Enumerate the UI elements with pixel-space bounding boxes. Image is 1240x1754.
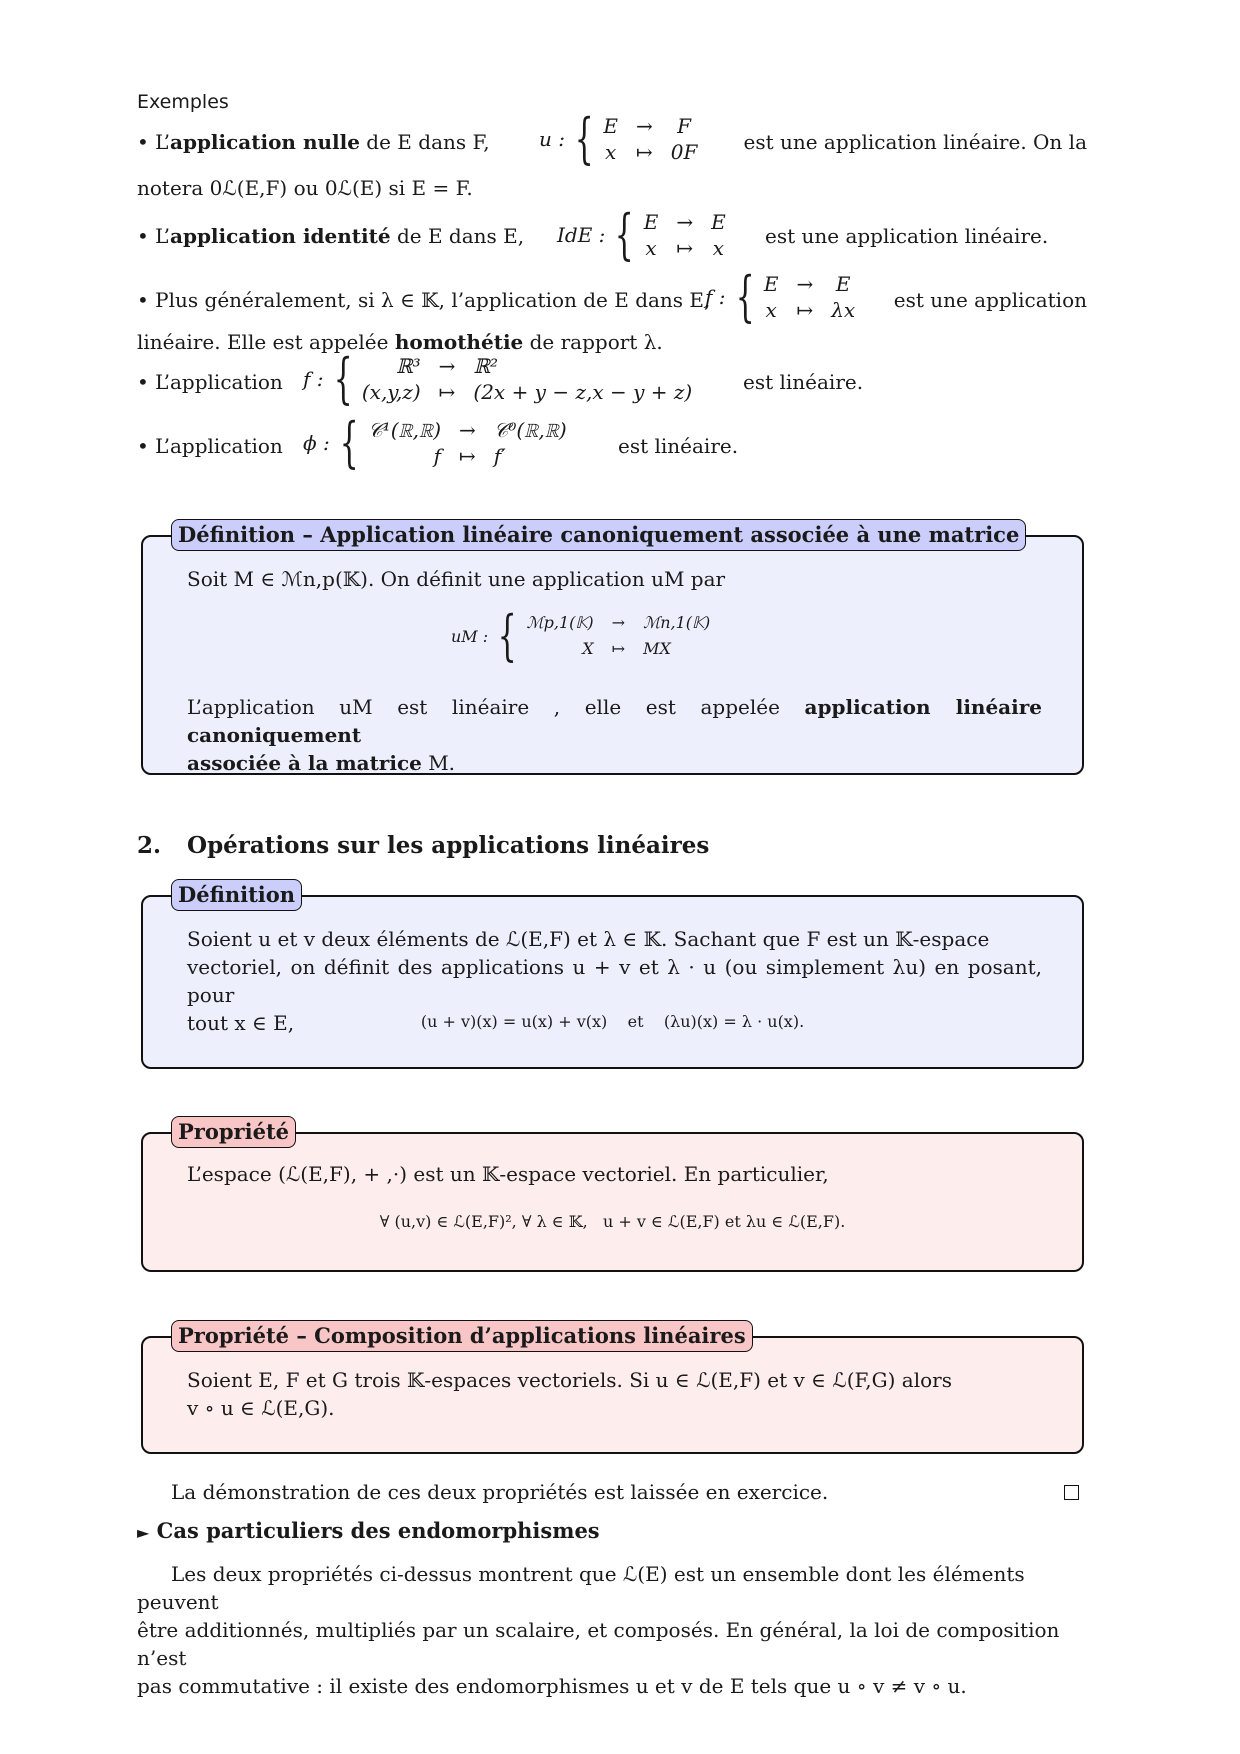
subsection-endomorphisms — [137, 1518, 600, 1543]
property-composition-text: Soient E, F et G trois 𝕂-espaces vectoriels. Si u ∈ ℒ(E,F) et v ∈ ℒ(F,G) alors v ∘ u ∈ ℒ(E,G). — [187, 1368, 952, 1420]
example-zero-map: • L’application nulle de E dans F, u : { E → F x ↦ 0F est une application linéaire. On la — [137, 107, 1087, 170]
identity-map-definition: IdE : { E → E x ↦ x — [557, 203, 726, 266]
example-r3-to-r2: • L’application f : { ℝ³ → ℝ² (x,y,z) ↦ (2x + y − z,x − y + z) est linéaire. — [137, 347, 864, 410]
homothety-definition: f : { E → E x ↦ λx — [705, 265, 856, 328]
section-title: Opérations sur les applications linéaires — [187, 832, 710, 859]
definition-canonical-map-box — [141, 522, 1084, 775]
term-homothety: homothétie — [394, 330, 524, 354]
property-vector-space-title: Propriété — [171, 1116, 296, 1148]
term-identity-map: application identité — [170, 224, 391, 248]
definition-operations-text: Soient u et v deux éléments de ℒ(E,F) et λ ∈ 𝕂. Sachant que F est un 𝕂-espace vectoriel, on définit des applications u + v et λ · u (ou simplement λu) en posant, pour tout x ∈ E, — [187, 927, 1042, 1035]
definition-operations-title: Définition — [171, 879, 302, 911]
example-identity-map: • L’application identité de E dans E, IdE : { E → E x ↦ x est une application linéaire. — [137, 203, 1049, 266]
operations-formula: (u + v)(x) = u(x) + v(x) et (λu)(x) = λ · u(x). — [420, 1012, 805, 1031]
zero-map-definition: u : { E → F x ↦ 0F — [539, 107, 698, 170]
endomorphisms-paragraph: Les deux propriétés ci-dessus montrent que ℒ(E) est un ensemble dont les éléments peuvent être additionnés, multipliés par un scalaire, et composés. En général, la loi de composition n’est pas commutative : il existe des endomorphismes u et v de E tels que u ∘ v ≠ v ∘ u. — [137, 1562, 1060, 1698]
proof-note: La démonstration de ces deux propriétés est laissée en exercice. — [171, 1478, 1087, 1506]
definition-canonical-map-intro: Soit M ∈ ℳn,p(𝕂). On définit une application uM par — [187, 567, 726, 591]
section-number: 2. — [137, 832, 162, 859]
definition-canonical-map-title: Définition – Application linéaire canoniquement associée à une matrice — [171, 519, 1026, 551]
property-composition-box — [141, 1323, 1084, 1454]
section-2-heading — [137, 832, 709, 859]
examples-heading: Exemples — [137, 91, 229, 113]
example-homothety: • Plus généralement, si λ ∈ 𝕂, l’application de E dans E, f : { E → E x ↦ λx est une application — [137, 265, 1087, 328]
triangle-marker-icon: ► — [137, 1523, 150, 1542]
term-zero-map: application nulle — [170, 130, 360, 154]
qed-square-icon — [1064, 1485, 1079, 1500]
example-zero-map-note: notera 0ℒ(E,F) ou 0ℒ(E) si E = F. — [137, 176, 473, 200]
property-vector-space-text: L’espace (ℒ(E,F), + ,·) est un 𝕂-espace vectoriel. En particulier, — [187, 1162, 829, 1186]
property-vector-space-formula: ∀ (u,v) ∈ ℒ(E,F)², ∀ λ ∈ 𝕂, u + v ∈ ℒ(E,F) et λu ∈ ℒ(E,F). — [379, 1212, 846, 1231]
canonical-map-formula: uM : { ℳp,1(𝕂) → ℳn,1(𝕂) X ↦ MX — [451, 604, 711, 667]
subsection-title: Cas particuliers des endomorphismes — [156, 1518, 600, 1543]
derivative-map-definition: ϕ : { 𝒞¹(ℝ,ℝ) → 𝒞⁰(ℝ,ℝ) f ↦ f′ — [303, 411, 567, 474]
definition-operations-box — [141, 882, 1084, 1069]
definition-canonical-map-conclusion: L’application uM est linéaire , elle est appelée application linéaire canoniquement associée à la matrice M. — [187, 695, 1043, 775]
property-composition-title: Propriété – Composition d’applications linéaires — [171, 1320, 753, 1352]
example-derivative: • L’application ϕ : { 𝒞¹(ℝ,ℝ) → 𝒞⁰(ℝ,ℝ) f ↦ f′ est linéaire. — [137, 411, 739, 474]
property-vector-space-box — [141, 1119, 1084, 1272]
r3-map-definition: f : { ℝ³ → ℝ² (x,y,z) ↦ (2x + y − z,x − y + z) — [303, 347, 693, 410]
example-homothety-line2: linéaire. Elle est appelée homothétie de rapport λ. — [137, 330, 663, 354]
